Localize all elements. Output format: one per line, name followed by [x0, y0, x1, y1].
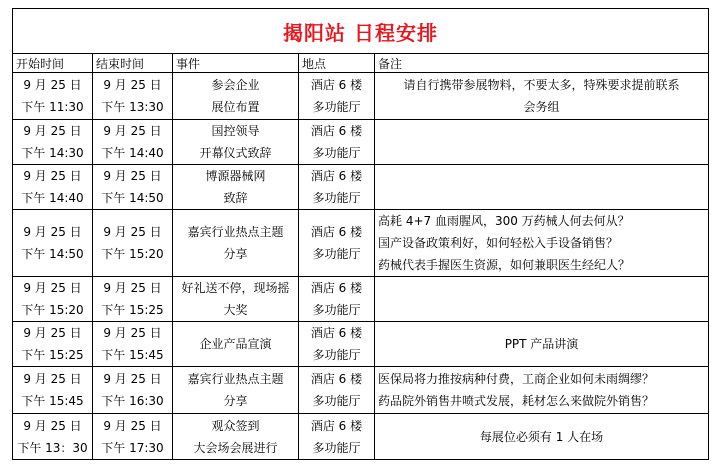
location-cell-line: 多功能厅 — [312, 247, 361, 261]
table-row — [13, 277, 709, 322]
end-time-cell — [93, 210, 173, 277]
location-cell-line: 酒店 6 楼 — [310, 78, 363, 92]
start-time-cell-line: 9 月 25 日 — [23, 124, 82, 138]
notes-cell-line: 药械代表手握医生资源，如何兼职医生经纪人？ — [378, 258, 631, 272]
end-time-cell-line: 下午 15:20 — [101, 247, 164, 261]
event-cell-line: 展位布置 — [211, 100, 260, 114]
start-time-cell-line: 下午 11:30 — [21, 100, 84, 114]
location-cell — [299, 210, 375, 277]
notes-cell — [375, 210, 709, 277]
notes-cell — [375, 322, 709, 367]
start-time-cell-line: 下午 14:40 — [21, 191, 84, 205]
notes-cell-line: 医保局将力推按病种付费，工商企业如何未雨绸缪？ — [378, 372, 655, 386]
end-time-cell-line: 下午 15:25 — [101, 303, 164, 317]
end-time-cell — [93, 322, 173, 367]
end-time-cell — [93, 73, 173, 120]
event-cell — [173, 73, 299, 120]
end-time-cell-line: 9 月 25 日 — [103, 225, 162, 239]
location-cell-line: 酒店 6 楼 — [310, 281, 363, 295]
location-cell — [299, 367, 375, 414]
location-cell — [299, 277, 375, 322]
start-time-cell — [13, 277, 93, 322]
location-cell — [299, 73, 375, 120]
location-cell-line: 多功能厅 — [312, 303, 361, 317]
start-time-cell — [13, 210, 93, 277]
end-time-cell-line: 9 月 25 日 — [103, 281, 162, 295]
end-time-cell — [93, 120, 173, 165]
end-time-cell — [93, 414, 173, 460]
location-cell-line: 酒店 6 楼 — [310, 418, 363, 433]
location-cell-line: 酒店 6 楼 — [310, 372, 363, 386]
end-time-cell-line: 9 月 25 日 — [103, 124, 162, 138]
header-location: 地点 — [299, 54, 375, 73]
location-cell — [299, 414, 375, 460]
event-cell — [173, 120, 299, 165]
start-time-cell — [13, 165, 93, 210]
location-cell — [299, 322, 375, 367]
schedule-table — [12, 8, 709, 460]
end-time-cell-line: 9 月 25 日 — [103, 326, 162, 340]
location-cell-line: 酒店 6 楼 — [310, 225, 363, 239]
header-end-time: 结束时间 — [93, 54, 173, 73]
table-row — [13, 367, 709, 414]
table-row — [13, 165, 709, 210]
header-start-time: 开始时间 — [13, 54, 93, 73]
notes-cell-line: 请自行携带参展物料，不要太多，特殊要求提前联系 — [403, 78, 680, 92]
location-cell-line: 多功能厅 — [312, 348, 361, 362]
start-time-cell-line: 下午 15:25 — [21, 348, 84, 362]
end-time-cell — [93, 165, 173, 210]
event-cell-line: 企业产品宣演 — [199, 337, 272, 351]
notes-cell-line: 国产设备政策利好，如何轻松入手设备销售？ — [378, 236, 619, 250]
location-cell-line: 多功能厅 — [312, 146, 361, 160]
location-cell — [299, 120, 375, 165]
start-time-cell-line: 9 月 25 日 — [23, 169, 82, 183]
event-cell — [173, 165, 299, 210]
event-cell-line: 参会企业 — [211, 78, 260, 92]
notes-cell-line: 高耗 4+7 血雨腥风，300 万药械人何去何从？ — [378, 214, 630, 228]
page-title: 揭阳站 日程安排 — [13, 9, 709, 54]
event-cell-line: 观众签到 — [211, 418, 260, 433]
end-time-cell-line: 下午 16:30 — [101, 394, 164, 408]
event-cell-line: 国控领导 — [211, 124, 260, 138]
table-row — [13, 73, 709, 120]
start-time-cell-line: 下午 15:45 — [21, 394, 84, 408]
event-cell-line: 嘉宾行业热点主题 — [187, 225, 284, 239]
event-cell — [173, 277, 299, 322]
start-time-cell-line: 9 月 25 日 — [23, 281, 82, 295]
start-time-cell — [13, 367, 93, 414]
notes-cell-line: 会务组 — [523, 100, 560, 114]
start-time-cell-line: 下午 14:30 — [21, 146, 84, 160]
location-cell-line: 多功能厅 — [312, 394, 361, 408]
event-cell-line: 开幕仪式致辞 — [199, 146, 272, 160]
notes-cell-line: 每展位必须有 1 人在场 — [479, 429, 604, 444]
event-cell — [173, 322, 299, 367]
start-time-cell-line: 9 月 25 日 — [23, 418, 82, 433]
table-row — [13, 210, 709, 277]
location-cell-line: 多功能厅 — [312, 100, 361, 114]
event-cell-line: 分享 — [223, 247, 248, 261]
event-cell — [173, 210, 299, 277]
start-time-cell-line: 9 月 25 日 — [23, 78, 82, 92]
start-time-cell — [13, 120, 93, 165]
notes-cell — [375, 414, 709, 460]
end-time-cell-line: 9 月 25 日 — [103, 418, 162, 433]
notes-cell — [375, 367, 709, 414]
end-time-cell-line: 9 月 25 日 — [103, 169, 162, 183]
end-time-cell-line: 9 月 25 日 — [103, 372, 162, 386]
start-time-cell-line: 9 月 25 日 — [23, 372, 82, 386]
start-time-cell-line: 9 月 25 日 — [23, 326, 82, 340]
event-cell-line: 好礼送不停，现场摇 — [181, 281, 290, 295]
event-cell — [173, 367, 299, 414]
header-event: 事件 — [173, 54, 299, 73]
end-time-cell-line: 9 月 25 日 — [103, 78, 162, 92]
end-time-cell-line: 下午 13:30 — [101, 100, 164, 114]
location-cell — [299, 165, 375, 210]
table-row — [13, 120, 709, 165]
notes-cell — [375, 120, 709, 165]
notes-cell-line: PPT 产品讲演 — [504, 337, 579, 351]
end-time-cell-line: 下午 15:45 — [101, 348, 164, 362]
start-time-cell-line: 下午 15:20 — [21, 303, 84, 317]
table-header-row — [13, 54, 709, 73]
end-time-cell — [93, 277, 173, 322]
notes-cell — [375, 73, 709, 120]
start-time-cell-line: 下午 13：30 — [17, 440, 88, 455]
notes-cell — [375, 165, 709, 210]
event-cell-line: 博源器械网 — [205, 169, 266, 183]
event-cell — [173, 414, 299, 460]
start-time-cell-line: 下午 14:50 — [21, 247, 84, 261]
end-time-cell — [93, 367, 173, 414]
schedule-body — [13, 73, 709, 460]
start-time-cell-line: 9 月 25 日 — [23, 225, 82, 239]
location-cell-line: 酒店 6 楼 — [310, 326, 363, 340]
notes-cell — [375, 277, 709, 322]
location-cell-line: 酒店 6 楼 — [310, 169, 363, 183]
event-cell-line: 大会场会展进行 — [193, 440, 278, 455]
location-cell-line: 多功能厅 — [312, 191, 361, 205]
event-cell-line: 嘉宾行业热点主题 — [187, 372, 284, 386]
start-time-cell — [13, 414, 93, 460]
event-cell-line: 分享 — [223, 394, 248, 408]
notes-cell-line: 药品院外销售井喷式发展，耗材怎么来做院外销售？ — [378, 394, 655, 408]
event-cell-line: 致辞 — [223, 191, 248, 205]
end-time-cell-line: 下午 14:50 — [101, 191, 164, 205]
header-notes: 备注 — [375, 54, 709, 73]
end-time-cell-line: 下午 14:40 — [101, 146, 164, 160]
location-cell-line: 多功能厅 — [312, 440, 361, 455]
table-row — [13, 414, 709, 460]
location-cell-line: 酒店 6 楼 — [310, 124, 363, 138]
table-row — [13, 322, 709, 367]
start-time-cell — [13, 73, 93, 120]
start-time-cell — [13, 322, 93, 367]
end-time-cell-line: 下午 17:30 — [101, 440, 164, 455]
event-cell-line: 大奖 — [223, 303, 248, 317]
